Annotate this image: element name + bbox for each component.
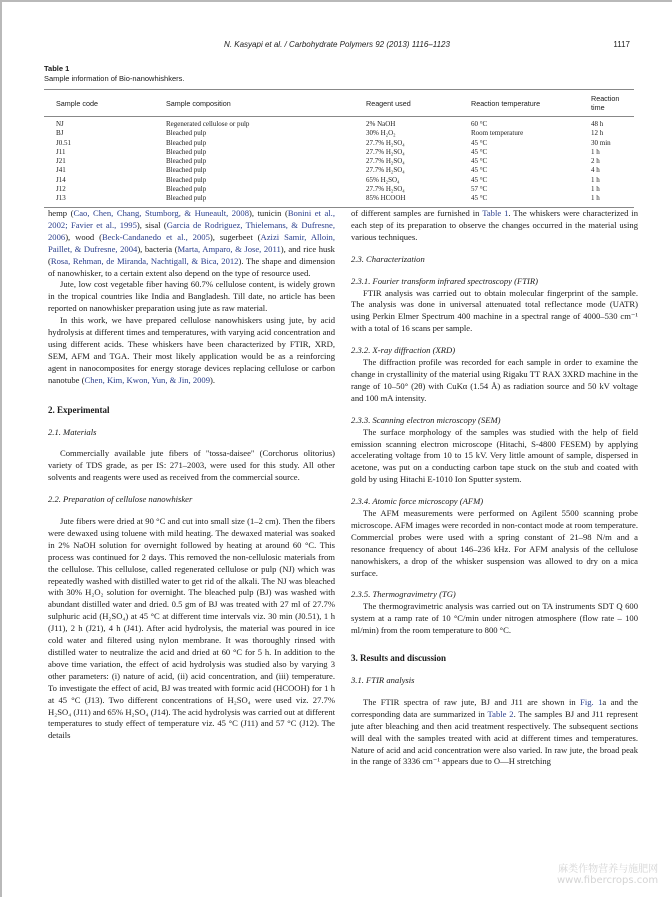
table-row <box>44 176 634 185</box>
cell: 30 min <box>591 138 611 147</box>
cell: NJ <box>56 120 64 128</box>
table-1 <box>44 64 634 208</box>
cell: Bleached pulp <box>166 147 207 156</box>
cell: 45 °C <box>471 166 488 175</box>
cell: J14 <box>56 175 66 184</box>
text: ), wood ( <box>65 231 103 242</box>
section-2-3-3-heading: 2.3.3. Scanning electron microscopy (SEM) <box>351 414 501 425</box>
table-row <box>44 139 634 148</box>
cell: J21 <box>56 157 66 166</box>
text: ), tunicin ( <box>249 208 288 218</box>
section-2-3-2-heading: 2.3.2. X-ray diffraction (XRD) <box>351 345 456 356</box>
left-column <box>48 208 335 742</box>
cell: Bleached pulp <box>166 129 207 138</box>
citation-link[interactable]: Azizi Samir, Alloin, Paillet, & Dufresne, 2004 <box>48 231 335 254</box>
citation-link[interactable]: Beck-Candanedo et al., 2005 <box>102 231 210 242</box>
intro-paragraph-1 <box>48 208 335 279</box>
cell: 2% NaOH <box>366 120 396 128</box>
sample-info-table <box>44 89 634 208</box>
section-2-heading: 2. Experimental <box>48 404 110 415</box>
intro-paragraph-2: Jute, low cost vegetable fiber having 60.7% cellulose content, is widely grown in the tropical countries like India and Bangladesh. Till date, no article has been reported on nanowhisker preparation using jute as raw material. <box>48 279 335 314</box>
text: a and the corresponding data are summarized in <box>351 696 638 719</box>
text: ), bacteria ( <box>137 243 178 254</box>
col-header-composition: Sample composition <box>166 90 366 117</box>
text: ), sugerbeet ( <box>209 231 261 242</box>
section-3-heading: 3. Results and discussion <box>351 653 447 664</box>
text: The FTIR spectra of raw jute, BJ and J11 are shown in <box>363 696 581 707</box>
section-2-3-5-heading: 2.3.5. Thermogravimetry (TG) <box>351 589 456 600</box>
citation-link[interactable]: Chen, Kim, Kwon, Yun, & Jin, 2009 <box>84 374 211 385</box>
table-row <box>44 185 634 194</box>
cell: BJ <box>56 129 64 138</box>
text: ), sisal ( <box>136 219 167 230</box>
cell: Bleached pulp <box>166 194 366 207</box>
watermark-chinese: 麻类作物营养与施肥网 <box>558 864 659 875</box>
section-2-3-heading: 2.3. Characterization <box>351 253 425 264</box>
table-row <box>44 117 634 130</box>
continuation-paragraph <box>351 208 638 244</box>
citation-link[interactable]: Bonini et al., 2002; Favier et al., 1995 <box>48 208 335 230</box>
cell: 1 h <box>591 185 600 194</box>
figure-link[interactable]: Fig. 1 <box>580 696 603 707</box>
citation-link[interactable]: Cao, Chen, Chang, Stumborg, & Huneault, 2008 <box>73 208 249 218</box>
table-row <box>44 166 634 175</box>
cell: 27.7% H₂SO₄ <box>366 157 405 166</box>
watermark-url: www.fibercrops.com <box>557 875 659 886</box>
col-header-sample-code: Sample code <box>44 90 166 117</box>
table-row <box>44 148 634 157</box>
cell: 27.7% H₂SO₄ <box>366 147 405 156</box>
cell: 30% H₂O₂ <box>366 129 396 138</box>
afm-paragraph: The AFM measurements were performed on Agilent 5500 scanning probe microscope. AFM images were recorded in non-contact mode at room temperature. Commercial probes were used with a spring constant of 21–98 N/m and a resonance frequency of about 146–236 kHz. For AFM analysis of the cellulose nanowhiskers, a drop of the whisker suspension was allowed to dry on a mica surface. <box>351 508 638 578</box>
cell: 85% HCOOH <box>366 194 471 207</box>
cell: J11 <box>56 147 66 156</box>
materials-paragraph: Commercially available jute fibers of "tossa-daisee" (Corchorus olitorius) variety of TDS grade, as per IS: 271–2003, were used for this study. All other solvents and reagents were used as received from the commercial source. <box>48 448 335 483</box>
cell: Bleached pulp <box>166 175 207 184</box>
cell: 45 °C <box>471 157 488 166</box>
section-2-2-heading: 2.2. Preparation of cellulose nanowhisker <box>48 494 193 505</box>
intro-paragraph-3 <box>48 315 335 386</box>
ftir-paragraph: FTIR analysis was carried out to obtain molecular fingerprint of the sample. The analysis was done in universal attenuated total reflectance mode (UATR) using Perkin Elmer Spectrum 400 machine in a spectral range of 4000–530 cm⁻¹ with a total of 16 scans per sample. <box>351 287 638 334</box>
section-2-3-1-heading: 2.3.1. Fourier transform infrared spectroscopy (FTIR) <box>351 275 538 286</box>
col-header-reagent: Reagent used <box>366 90 471 117</box>
section-3-1-heading: 3.1. FTIR analysis <box>351 675 415 685</box>
text: . The whiskers were characterized in each step of its preparation to observe the changes occurred in the material using various techniques. <box>351 208 638 242</box>
table-row <box>44 157 634 166</box>
citation-link[interactable]: Rosa, Rehman, de Miranda, Nachtigall, & Bica, 2012 <box>50 255 239 266</box>
cell: 2 h <box>591 157 600 166</box>
table-row <box>44 129 634 138</box>
text: . The samples BJ and J11 represent jute after bleaching and then acid treatment respectively. The subsequent sections will deal with the samples treated with acid at different times and temperatures. Nature of acid and acid concentration were also varied. In raw jute, the broad peak in the range of 3336 cm⁻¹ appears due to O—H stretching <box>351 708 638 767</box>
table-label: Table 1 <box>44 64 70 73</box>
text: ). <box>210 374 216 385</box>
xrd-paragraph: The diffraction profile was recorded for each sample in order to examine the change in crystallinity of the material using Rigaku TT RAX 3XRD machine in the range of 10–50° (2θ) with CuKα (1.54 Å) as radiation source and 50 kV voltage and 100 mA intensity. <box>351 357 638 403</box>
running-head: N. Kasyapi et al. / Carbohydrate Polymers 92 (2013) 1116–1123 <box>224 40 450 49</box>
cell: Bleached pulp <box>166 138 207 147</box>
cell: 45 °C <box>471 194 591 207</box>
tg-paragraph: The thermogravimetric analysis was carried out on TA instruments SDT Q 600 system at a ramp rate of 10 °C/min under nitrogen atmosphere (flow rate – 100 ml/min) from the room temperature to 800 °C. <box>351 601 638 636</box>
section-2-3-4-heading: 2.3.4. Atomic force microscopy (AFM) <box>351 496 484 507</box>
cell: Bleached pulp <box>166 157 207 166</box>
cell: 27.7% H₂SO₄ <box>366 166 405 175</box>
table-link[interactable]: Table 2 <box>487 708 514 719</box>
table-caption: Sample information of Bio-nanowhishkers. <box>44 74 185 83</box>
cell: 1 h <box>591 175 600 184</box>
text: hemp ( <box>48 208 74 218</box>
table-link[interactable]: Table 1 <box>482 208 509 218</box>
table-row <box>44 194 634 207</box>
cell: 12 h <box>591 129 604 138</box>
preparation-paragraph: Jute fibers were dried at 90 °C and cut into small size (1–2 cm). Then the fibers were dewaxed using toluene with mild heating. The dewaxed material was soaked in 2% NaOH solution for overnight followed by heating at around 60 °C. This process was continued for 2 days. This removed the non-cellulosic materials from the cellulose. This cellulose, called regenerated cellulose or pulp (NJ) which was repeatedly washed with distilled water to get rid of the alkali. The NJ was bleached with 30% H₂O₂ solution for overnight. The bleached pulp (BJ) was washed with abundant distilled water and dried. 0.5 gm of BJ was treated with 27 ml of 27.7% sulphuric acid (H₂SO₄) at 45 °C at different time intervals viz. 30 min (J0.51), 1 h (J11), 2 h (J21), 4 h (J41). After acid hydrolysis, the material was poured in ice cold water and filtered using nylon membrane. It was thoroughly rinsed with distilled water to neutralize the acid and dried at 60 °C for 5 h. In addition to the above time variation, the effect of acid hydrolysis was studied also by varying 3 other parameters: (i) nature of acid, (ii) acid concentration, and (iii) temperature. To investigate the effect of acid, BJ was treated with formic acid (HCOOH) for 1 h at 45 °C (J13). Two different concentrations of H₂SO₄ were used viz. 27.7% H₂SO₄ (J11) and 65% H₂SO₄ (J14). The acid hydrolysis was carried out at different temperatures to study effect of temperature viz. 45 °C (J11) and 57 °C (J12). The details <box>48 516 335 741</box>
cell: J13 <box>44 194 166 207</box>
citation-link[interactable]: Marta, Amparo, & Jose, 2011 <box>177 243 281 254</box>
section-2-1-heading: 2.1. Materials <box>48 426 97 437</box>
cell: 60 °C <box>471 120 488 128</box>
cell: 27.7% H₂SO₄ <box>366 185 405 194</box>
cell: J12 <box>56 185 66 194</box>
text: ). The shape and dimension of nanowhisker, to a certain extent also depend on the type of resource used. <box>48 255 335 278</box>
col-header-temperature: Reaction temperature <box>471 90 591 117</box>
sem-paragraph: The surface morphology of the samples was studied with the help of field emission scanning electron microscope (Hitachi, S-4800 FESEM) by applying accelerating voltage from 10 to 15 kV. Very little amount of sample, dispersed in acetone, was put on a conducting carbon tape stuck on the stub and coated with gold by using Hitachi E-1010 Ion Sputter system. <box>351 426 638 485</box>
cell: J0.51 <box>56 138 71 147</box>
col-header-time: Reaction time <box>591 90 634 117</box>
cell: J41 <box>56 166 66 175</box>
cell: Bleached pulp <box>166 166 207 175</box>
right-column <box>351 208 638 768</box>
cell: Room temperature <box>471 129 524 138</box>
cell: 45 °C <box>471 147 488 156</box>
cell: Regenerated cellulose or pulp <box>166 120 250 128</box>
cell: 45 °C <box>471 138 488 147</box>
page-number: 1117 <box>613 40 630 49</box>
watermark <box>557 864 658 886</box>
table-header-row <box>44 90 634 117</box>
cell: Bleached pulp <box>166 185 207 194</box>
text: of different samples are furnished in <box>351 208 483 218</box>
cell: 1 h <box>591 194 634 207</box>
cell: 48 h <box>591 120 604 128</box>
citation-link[interactable]: Garcia de Rodriguez, Thielemans, & Dufresne, 2006 <box>48 219 335 242</box>
cell: 65% H₂SO₄ <box>366 175 400 184</box>
ftir-analysis-paragraph <box>351 697 638 768</box>
text: In this work, we have prepared cellulose nanowhiskers using jute, by acid hydrolysis at different times and temperatures, with varying acid concentration and using different acids. These whiskers have been characterized by FTIR, XRD, SEM, AFM and TGA. Their most likely application would be as a reinforcing agent in nanocomposites for energy storage devices replacing cellulose or carbon nanotube ( <box>48 315 335 385</box>
cell: 1 h <box>591 147 600 156</box>
cell: 57 °C <box>471 185 488 194</box>
cell: 27.7% H₂SO₄ <box>366 138 405 147</box>
cell: 4 h <box>591 166 600 175</box>
text: ), and rice husk ( <box>48 243 335 266</box>
cell: 45 °C <box>471 175 488 184</box>
